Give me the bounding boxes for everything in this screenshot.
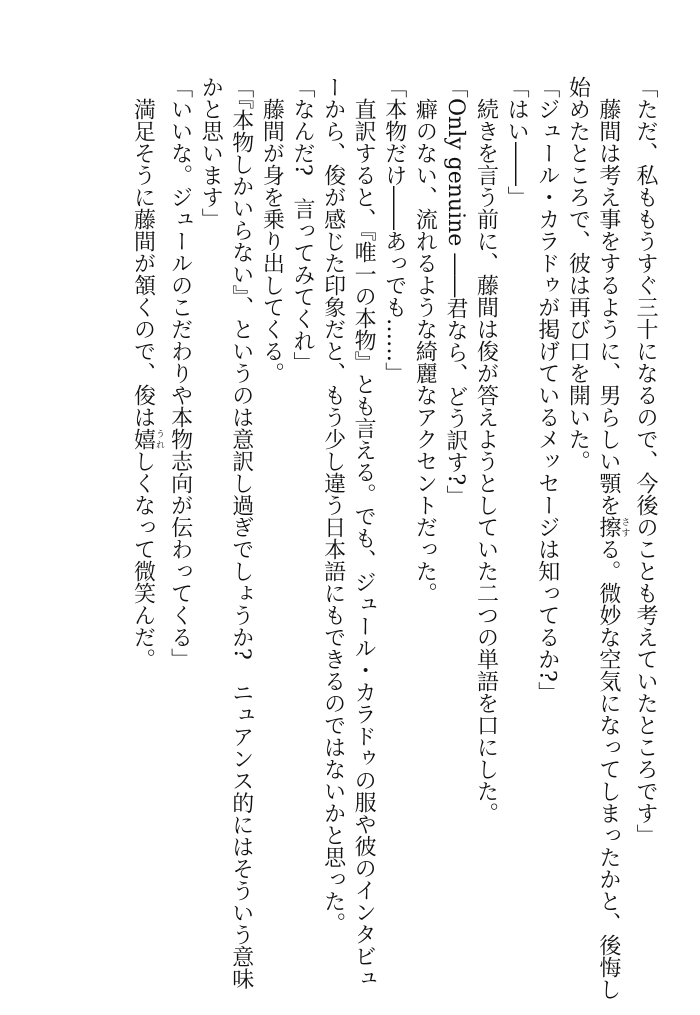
line-text: ーから、俊が感じた印象だと、もう少し違う日本語にもできるのではないかと思った。 xyxy=(320,76,346,934)
ruby-base: 嬉 xyxy=(130,428,156,450)
line-text: 藤間が身を乗り出してくる。 xyxy=(259,76,285,384)
line-text: 「いいな。ジュールのこだわりや本物志向が伝わってくる」 xyxy=(167,76,193,670)
line-text: 「Only genuine ――君なら、どう訳す?」 xyxy=(442,76,468,508)
text-line xyxy=(378,76,409,976)
ruby-reading: さす xyxy=(619,516,630,538)
text-line xyxy=(286,76,317,976)
text-line xyxy=(629,76,660,976)
text-line xyxy=(592,76,630,1000)
line-text: 「本物だけ――あっでも……」 xyxy=(381,76,407,384)
text-line xyxy=(531,76,562,976)
text-line xyxy=(439,76,470,976)
text-line xyxy=(195,76,226,976)
line-text: 藤間は考え事をするように、男らしい顎を xyxy=(595,76,621,516)
line-text: 癖のない、流れるような綺麗なアクセントだった。 xyxy=(412,76,438,604)
line-text: 「ただ、私ももうすぐ三十になるので、今後のことも考えていたところです」 xyxy=(633,76,658,846)
text-line xyxy=(501,76,532,976)
furigana-ruby xyxy=(130,428,164,450)
line-text: しくなって微笑んだ。 xyxy=(130,450,156,670)
furigana-ruby xyxy=(595,516,630,538)
text-line xyxy=(164,76,195,976)
text-line xyxy=(470,76,501,976)
line-text: かと思います」 xyxy=(198,76,224,230)
text-line xyxy=(127,76,164,976)
text-line xyxy=(225,76,256,990)
line-text: 直訳すると、『唯一の本物』とも言える。でも、ジュール・カラドゥの服や彼のインタビュ xyxy=(351,76,377,989)
line-text: 「はい――」 xyxy=(504,76,530,208)
text-line xyxy=(317,76,348,976)
line-text: 続きを言う前に、藤間は俊が答えようとしていた二つの単語を口にした。 xyxy=(473,76,499,824)
line-text: 「ジュール・カラドゥが掲げているメッセージは知ってるか?」 xyxy=(534,76,560,704)
line-text: る。微妙な空気になってしまったかと、後悔し xyxy=(595,538,621,1000)
text-line xyxy=(562,76,593,976)
line-text: 満足そうに藤間が頷くので、俊は xyxy=(130,76,156,428)
vertical-text-body xyxy=(127,76,660,1000)
text-line xyxy=(256,76,287,976)
line-text: 「なんだ? 言ってみてくれ」 xyxy=(289,76,315,374)
text-line xyxy=(409,76,440,976)
line-text: 始めたところで、彼は再び口を開いた。 xyxy=(565,76,591,472)
ruby-base: 擦 xyxy=(595,516,621,538)
ruby-reading: うれ xyxy=(154,428,164,450)
text-line xyxy=(348,76,379,989)
line-text: 「『本物しかいらない』、というのは意訳し過ぎでしょうか? ニュアンス的にはそういう意味 xyxy=(228,76,254,990)
